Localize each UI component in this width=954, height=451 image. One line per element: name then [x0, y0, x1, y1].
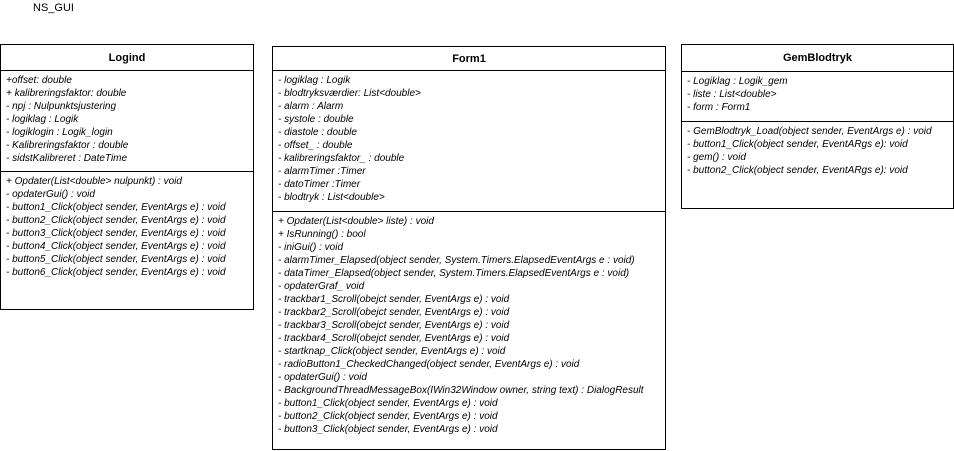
class-name-form1: Form1	[273, 47, 665, 71]
attribute: - sidstKalibreret : DateTime	[6, 153, 128, 164]
class-box-gemblodtryk	[681, 44, 954, 209]
attribute: - blodtryk : List<double>	[278, 192, 385, 203]
attribute: - systole : double	[278, 114, 354, 125]
attributes-form1	[273, 71, 665, 212]
method: - button2_Click(object sender, EventArgs e) : void	[6, 215, 226, 226]
method: - opdaterGui() : void	[278, 372, 367, 383]
attribute: +offset: double	[6, 75, 72, 86]
attribute: - npj : Nulpunktsjustering	[6, 101, 117, 112]
attribute: - diastole : double	[278, 127, 357, 138]
method: - opdaterGraf_ void	[278, 281, 365, 292]
attribute: - Logiklag : Logik_gem	[687, 76, 788, 87]
attribute: - Kalibreringsfaktor : double	[6, 140, 129, 151]
method: - startknap_Click(object sender, EventArgs e) : void	[278, 346, 506, 357]
attributes-logind	[1, 71, 253, 172]
class-name-logind: Logind	[1, 45, 253, 71]
method: - BackgroundThreadMessageBox(IWin32Window owner, string text) : DialogResult	[278, 385, 644, 396]
attribute: - logiklag : Logik	[278, 75, 351, 86]
method: - button3_Click(object sender, EventArgs e) : void	[6, 228, 226, 239]
method: + Opdater(List<double> nulpunkt) : void	[6, 176, 182, 187]
method: - trackbar4_Scroll(obejct sender, EventArgs e) : void	[278, 333, 510, 344]
method: - trackbar3_Scroll(obejct sender, EventArgs e) : void	[278, 320, 510, 331]
package-label: NS_GUI	[33, 2, 74, 14]
method: - button1_Click(object sender, EventARgs e): void	[687, 139, 908, 150]
attribute: - liste : List<double>	[687, 89, 777, 100]
attribute: - logiklogin : Logik_login	[6, 127, 113, 138]
method: - button2_Click(object sender, EventARgs e): void	[687, 165, 908, 176]
attribute: - datoTimer :Timer	[278, 179, 361, 190]
class-box-form1	[272, 46, 666, 450]
method: - trackbar1_Scroll(obejct sender, EventArgs e) : void	[278, 294, 510, 305]
attribute: - form : Form1	[687, 102, 751, 113]
attribute: - blodtryksværdier: List<double>	[278, 88, 421, 99]
attribute: - alarmTimer :Timer	[278, 166, 366, 177]
methods-gemblodtryk	[682, 122, 953, 177]
methods-logind	[1, 172, 253, 279]
method: - dataTimer_Elapsed(object sender, System.Timers.ElapsedEventArgs e : void)	[278, 268, 630, 279]
method: - trackbar2_Scroll(obejct sender, EventArgs e) : void	[278, 307, 510, 318]
class-box-logind	[0, 44, 254, 310]
method: - GemBlodtryk_Load(object sender, EventArgs e) : void	[687, 126, 932, 137]
attribute: + kalibreringsfaktor: double	[6, 88, 127, 99]
method: - button1_Click(object sender, EventArgs e) : void	[6, 202, 226, 213]
method: - button6_Click(object sender, EventArgs e) : void	[6, 267, 226, 278]
attribute: - alarm : Alarm	[278, 101, 344, 112]
method: - alarmTimer_Elapsed(object sender, System.Timers.ElapsedEventArgs e : void)	[278, 255, 635, 266]
attributes-gemblodtryk	[682, 72, 953, 122]
method: + IsRunning() : bool	[278, 229, 366, 240]
class-name-gemblodtryk: GemBlodtryk	[682, 45, 953, 72]
attribute: - logiklag : Logik	[6, 114, 79, 125]
method: - button2_Click(object sender, EventArgs e) : void	[278, 411, 498, 422]
method: - opdaterGui() : void	[6, 189, 95, 200]
methods-form1	[273, 212, 665, 436]
attribute: - kalibreringsfaktor_ : double	[278, 153, 405, 164]
method: - button5_Click(object sender, EventArgs e) : void	[6, 254, 226, 265]
attribute: - offset_ : double	[278, 140, 353, 151]
method: - radioButton1_CheckedChanged(object sender, EventArgs e) : void	[278, 359, 580, 370]
method: - button4_Click(object sender, EventArgs e) : void	[6, 241, 226, 252]
method: - button3_Click(object sender, EventArgs e) : void	[278, 424, 498, 435]
method: - iniGui() : void	[278, 242, 344, 253]
method: - button1_Click(object sender, EventArgs e) : void	[278, 398, 498, 409]
method: + Opdater(List<double> liste) : void	[278, 216, 434, 227]
method: - gem() : void	[687, 152, 746, 163]
